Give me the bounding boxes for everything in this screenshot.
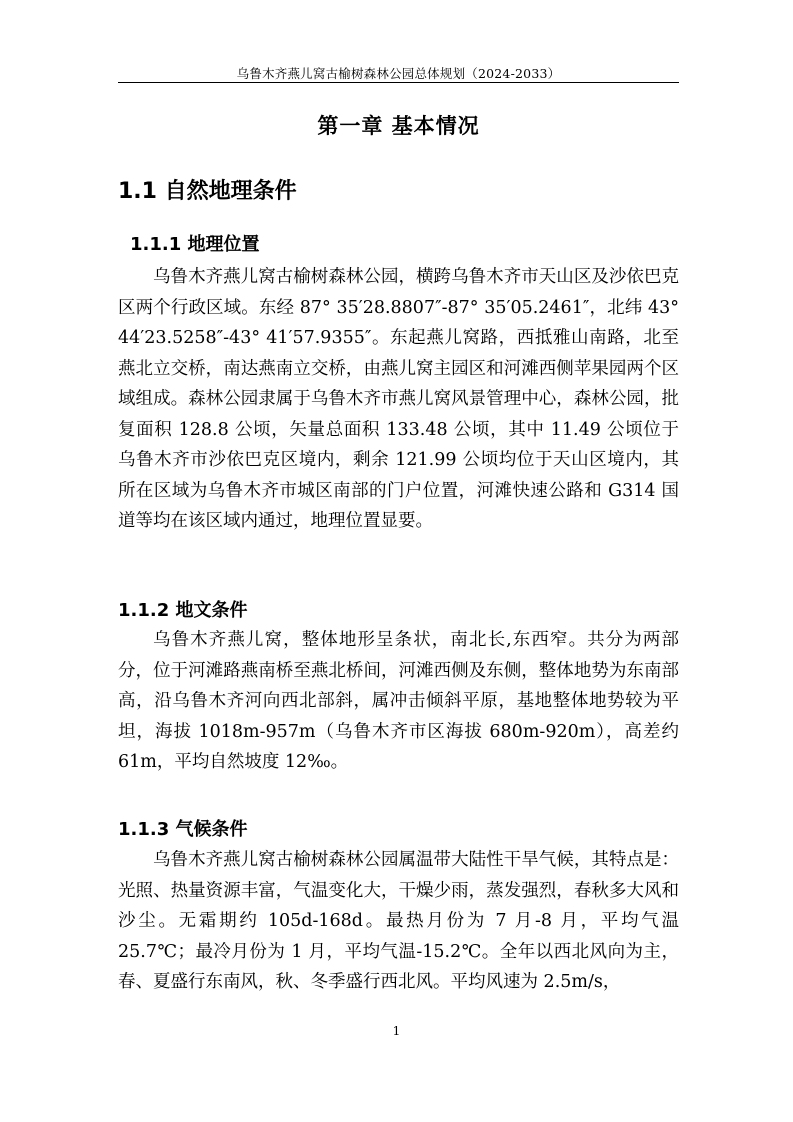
subsection-heading-climate: 1.1.3 气候条件 [118, 819, 248, 840]
paragraph-climate: 乌鲁木齐燕儿窝古榆树森林公园属温带大陆性干旱气候，其特点是：光照、热量资源丰富，气温变化大，干燥少雨，蒸发强烈，春秋多大风和沙尘。无霜期约 105d-168d。最热月份为 7 月-8 月，平均气温 25.7℃；最冷月份为 1 月，平均气温-15.2℃。全年以西北风向为主，春、夏盛行东南风，秋、冬季盛行西北风。平均风速为 2.5m/s， [118, 850, 679, 992]
chapter-title: 第一章 基本情况 [317, 114, 480, 138]
subsection-heading-terrain: 1.1.2 地文条件 [118, 600, 248, 621]
subsection-heading-location: 1.1.1 地理位置 [130, 234, 260, 255]
paragraph-terrain: 乌鲁木齐燕儿窝，整体地形呈条状，南北长,东西窄。共分为两部分，位于河滩路燕南桥至燕北桥间，河滩西侧及东侧，整体地势为东南部高，沿乌鲁木齐河向西北部斜，属冲击倾斜平原，基地整体地势较为平坦，海拔 1018m-957m（乌鲁木齐市区海拔 680m-920m），高差约 61m，平均自然坡度 12‰。 [118, 630, 679, 772]
header-rule [118, 82, 679, 83]
paragraph-location: 乌鲁木齐燕儿窝古榆树森林公园，横跨乌鲁木齐市天山区及沙依巴克区两个行政区域。东经 87° 35′28.8807″-87° 35′05.2461″，北纬 43° 44′23.5258″-43° 41′57.9355″。东起燕儿窝路，西抵雅山南路，北至燕北立交桥，南达燕南立交桥，由燕儿窝主园区和河滩西侧苹果园两个区域组成。森林公园隶属于乌鲁木齐市燕儿窝风景管理中心，森林公园，批复面积 128.8 公顷，矢量总面积 133.48 公顷，其中 11.49 公顷位于乌鲁木齐市沙依巴克区境内，剩余 121.99 公顷均位于天山区境内，其所在区域为乌鲁木齐市城区南部的门户位置，河滩快速公路和 G314 国道等均在该区域内通过，地理位置显要。 [118, 267, 679, 531]
section-heading: 1.1 自然地理条件 [118, 179, 297, 204]
running-header: 乌鲁木齐燕儿窝古榆树森林公园总体规划（2024-2033） [236, 66, 561, 81]
page-number: 1 [392, 1024, 401, 1038]
